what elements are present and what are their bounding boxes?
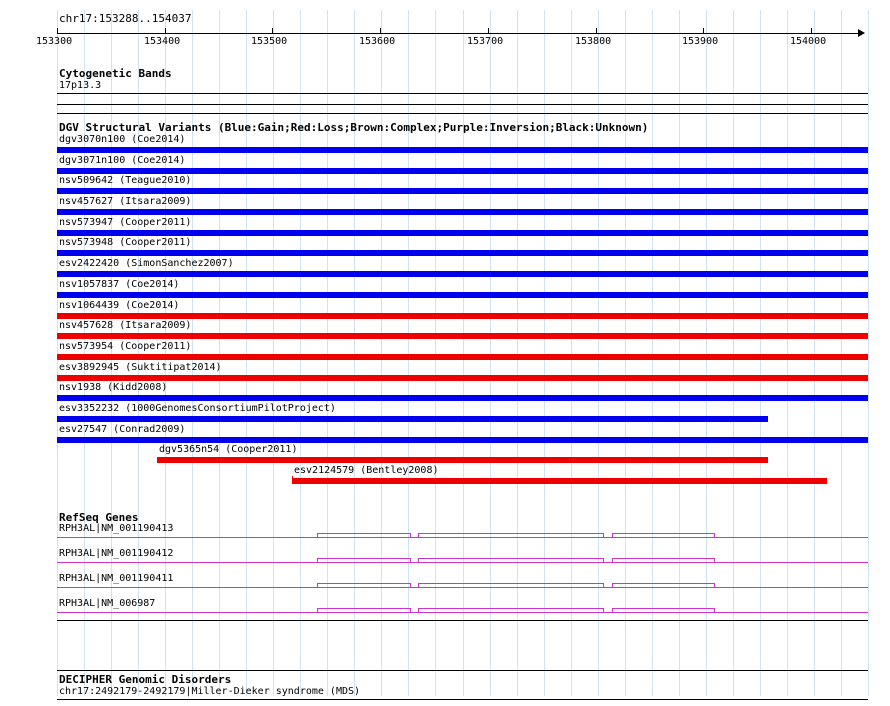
section-title-dgv: DGV Structural Variants (Blue:Gain;Red:Loss;Brown:Complex;Purple:Inversion;Black:Unknown) [59, 121, 649, 134]
dgv-variant-bar[interactable] [57, 354, 868, 360]
refseq-exon-connector [317, 608, 318, 613]
dgv-variant-bar[interactable] [57, 209, 868, 215]
dgv-variant-bar[interactable] [57, 271, 868, 277]
dgv-variant-bar[interactable] [57, 395, 868, 401]
dgv-variant-bar[interactable] [57, 168, 868, 174]
refseq-exon-connector [418, 608, 419, 613]
section-divider-2 [57, 670, 868, 671]
refseq-exon-connector [410, 558, 411, 563]
refseq-gene-label[interactable]: RPH3AL|NM_001190412 [59, 548, 174, 559]
dgv-variant-label[interactable]: nsv509642 (Teague2010) [59, 175, 192, 186]
dgv-variant-label[interactable]: nsv573947 (Cooper2011) [59, 217, 192, 228]
ruler-tick-label: 153400 [144, 36, 181, 47]
dgv-variant-bar[interactable] [57, 416, 768, 422]
ruler-tick-label: 153800 [575, 36, 612, 47]
dgv-variant-label[interactable]: nsv1057837 (Coe2014) [59, 279, 180, 290]
cytoband-label: 17p13.3 [59, 80, 102, 91]
decipher-entry-label: chr17:2492179-2492179|Miller-Dieker syndrome (MDS) [59, 686, 361, 697]
ruler-tick-label: 153600 [359, 36, 396, 47]
refseq-exon-connector [410, 533, 411, 538]
refseq-rule-bottom [57, 620, 868, 621]
ruler-tick [272, 28, 273, 33]
dgv-variant-bar[interactable] [292, 478, 827, 484]
ruler-tick [380, 28, 381, 33]
refseq-exon-connector [317, 558, 318, 563]
dgv-variant-label[interactable]: esv27547 (Conrad2009) [59, 424, 186, 435]
refseq-exon-connector [410, 608, 411, 613]
refseq-exon-connector [603, 608, 604, 613]
dgv-variant-label[interactable]: nsv457628 (Itsara2009) [59, 320, 192, 331]
dgv-variant-label[interactable]: nsv573948 (Cooper2011) [59, 237, 192, 248]
refseq-exon-connector [410, 583, 411, 588]
refseq-exon-segment [418, 558, 603, 559]
dgv-variant-bar[interactable] [157, 457, 768, 463]
refseq-exon-connector [612, 558, 613, 563]
refseq-exon-segment [418, 583, 603, 584]
ruler-tick [57, 28, 58, 33]
refseq-gene-line[interactable] [57, 562, 868, 563]
refseq-exon-segment [612, 583, 714, 584]
refseq-exon-segment [612, 608, 714, 609]
refseq-gene-line[interactable] [57, 612, 868, 613]
decipher-rule [57, 699, 868, 700]
ruler-tick [811, 28, 812, 33]
ruler-tick [165, 28, 166, 33]
cytoband-rule-bottom [57, 104, 868, 105]
dgv-variant-label[interactable]: nsv573954 (Cooper2011) [59, 341, 192, 352]
dgv-variant-label[interactable]: esv3892945 (Suktitipat2014) [59, 362, 222, 373]
section-title-cytogenetic-bands: Cytogenetic Bands [59, 67, 172, 80]
dgv-variant-label[interactable]: nsv457627 (Itsara2009) [59, 196, 192, 207]
section-title-decipher: DECIPHER Genomic Disorders [59, 673, 232, 686]
dgv-variant-bar[interactable] [57, 230, 868, 236]
dgv-variant-bar[interactable] [57, 437, 868, 443]
dgv-variant-label[interactable]: nsv1064439 (Coe2014) [59, 300, 180, 311]
refseq-exon-connector [714, 533, 715, 538]
refseq-exon-segment [317, 558, 410, 559]
refseq-exon-connector [612, 583, 613, 588]
section-title-refseq: RefSeq Genes [59, 511, 139, 524]
dgv-variant-bar[interactable] [57, 147, 868, 153]
cytoband-rule-top [57, 93, 868, 94]
ruler-tick-label: 153300 [36, 36, 73, 47]
dgv-variant-label[interactable]: esv2124579 (Bentley2008) [294, 465, 439, 476]
dgv-variant-label[interactable]: dgv3071n100 (Coe2014) [59, 155, 186, 166]
refseq-exon-connector [603, 533, 604, 538]
variant-start-tick [292, 476, 293, 482]
dgv-variant-label[interactable]: dgv3070n100 (Coe2014) [59, 134, 186, 145]
dgv-variant-label[interactable]: nsv1938 (Kidd2008) [59, 382, 168, 393]
refseq-exon-connector [714, 558, 715, 563]
refseq-gene-label[interactable]: RPH3AL|NM_001190411 [59, 573, 174, 584]
refseq-exon-segment [317, 533, 410, 534]
ruler-axis [57, 33, 859, 34]
refseq-exon-connector [612, 608, 613, 613]
refseq-exon-connector [418, 583, 419, 588]
refseq-exon-connector [418, 558, 419, 563]
coordinate-title: chr17:153288..154037 [59, 12, 192, 25]
refseq-exon-connector [603, 583, 604, 588]
ruler-tick-label: 153700 [467, 36, 504, 47]
refseq-gene-line[interactable] [57, 587, 868, 588]
refseq-exon-connector [317, 533, 318, 538]
ruler-tick [703, 28, 704, 33]
grid-line [868, 10, 869, 696]
refseq-exon-connector [714, 583, 715, 588]
dgv-variant-bar[interactable] [57, 250, 868, 256]
refseq-exon-connector [612, 533, 613, 538]
ruler-tick-label: 153900 [682, 36, 719, 47]
dgv-variant-bar[interactable] [57, 313, 868, 319]
refseq-exon-segment [612, 533, 714, 534]
refseq-exon-connector [418, 533, 419, 538]
refseq-exon-connector [603, 558, 604, 563]
dgv-variant-label[interactable]: esv3352232 (1000GenomesConsortiumPilotProject) [59, 403, 336, 414]
refseq-exon-segment [418, 608, 603, 609]
refseq-gene-line[interactable] [57, 537, 868, 538]
section-divider-1 [57, 113, 868, 114]
ruler-tick [488, 28, 489, 33]
ruler-tick-label: 154000 [790, 36, 827, 47]
refseq-gene-label[interactable]: RPH3AL|NM_001190413 [59, 523, 174, 534]
ruler-tick-label: 153500 [251, 36, 288, 47]
refseq-exon-segment [317, 608, 410, 609]
refseq-exon-segment [317, 583, 410, 584]
refseq-exon-connector [317, 583, 318, 588]
dgv-variant-label[interactable]: esv2422420 (SimonSanchez2007) [59, 258, 234, 269]
dgv-variant-bar[interactable] [57, 375, 868, 381]
ruler-tick [596, 28, 597, 33]
ruler-arrow-icon [858, 29, 865, 37]
refseq-exon-connector [714, 608, 715, 613]
dgv-variant-label[interactable]: dgv5365n54 (Cooper2011) [159, 444, 298, 455]
dgv-variant-bar[interactable] [57, 333, 868, 339]
refseq-gene-label[interactable]: RPH3AL|NM_006987 [59, 598, 156, 609]
refseq-exon-segment [418, 533, 603, 534]
refseq-exon-segment [612, 558, 714, 559]
dgv-variant-bar[interactable] [57, 188, 868, 194]
dgv-variant-bar[interactable] [57, 292, 868, 298]
